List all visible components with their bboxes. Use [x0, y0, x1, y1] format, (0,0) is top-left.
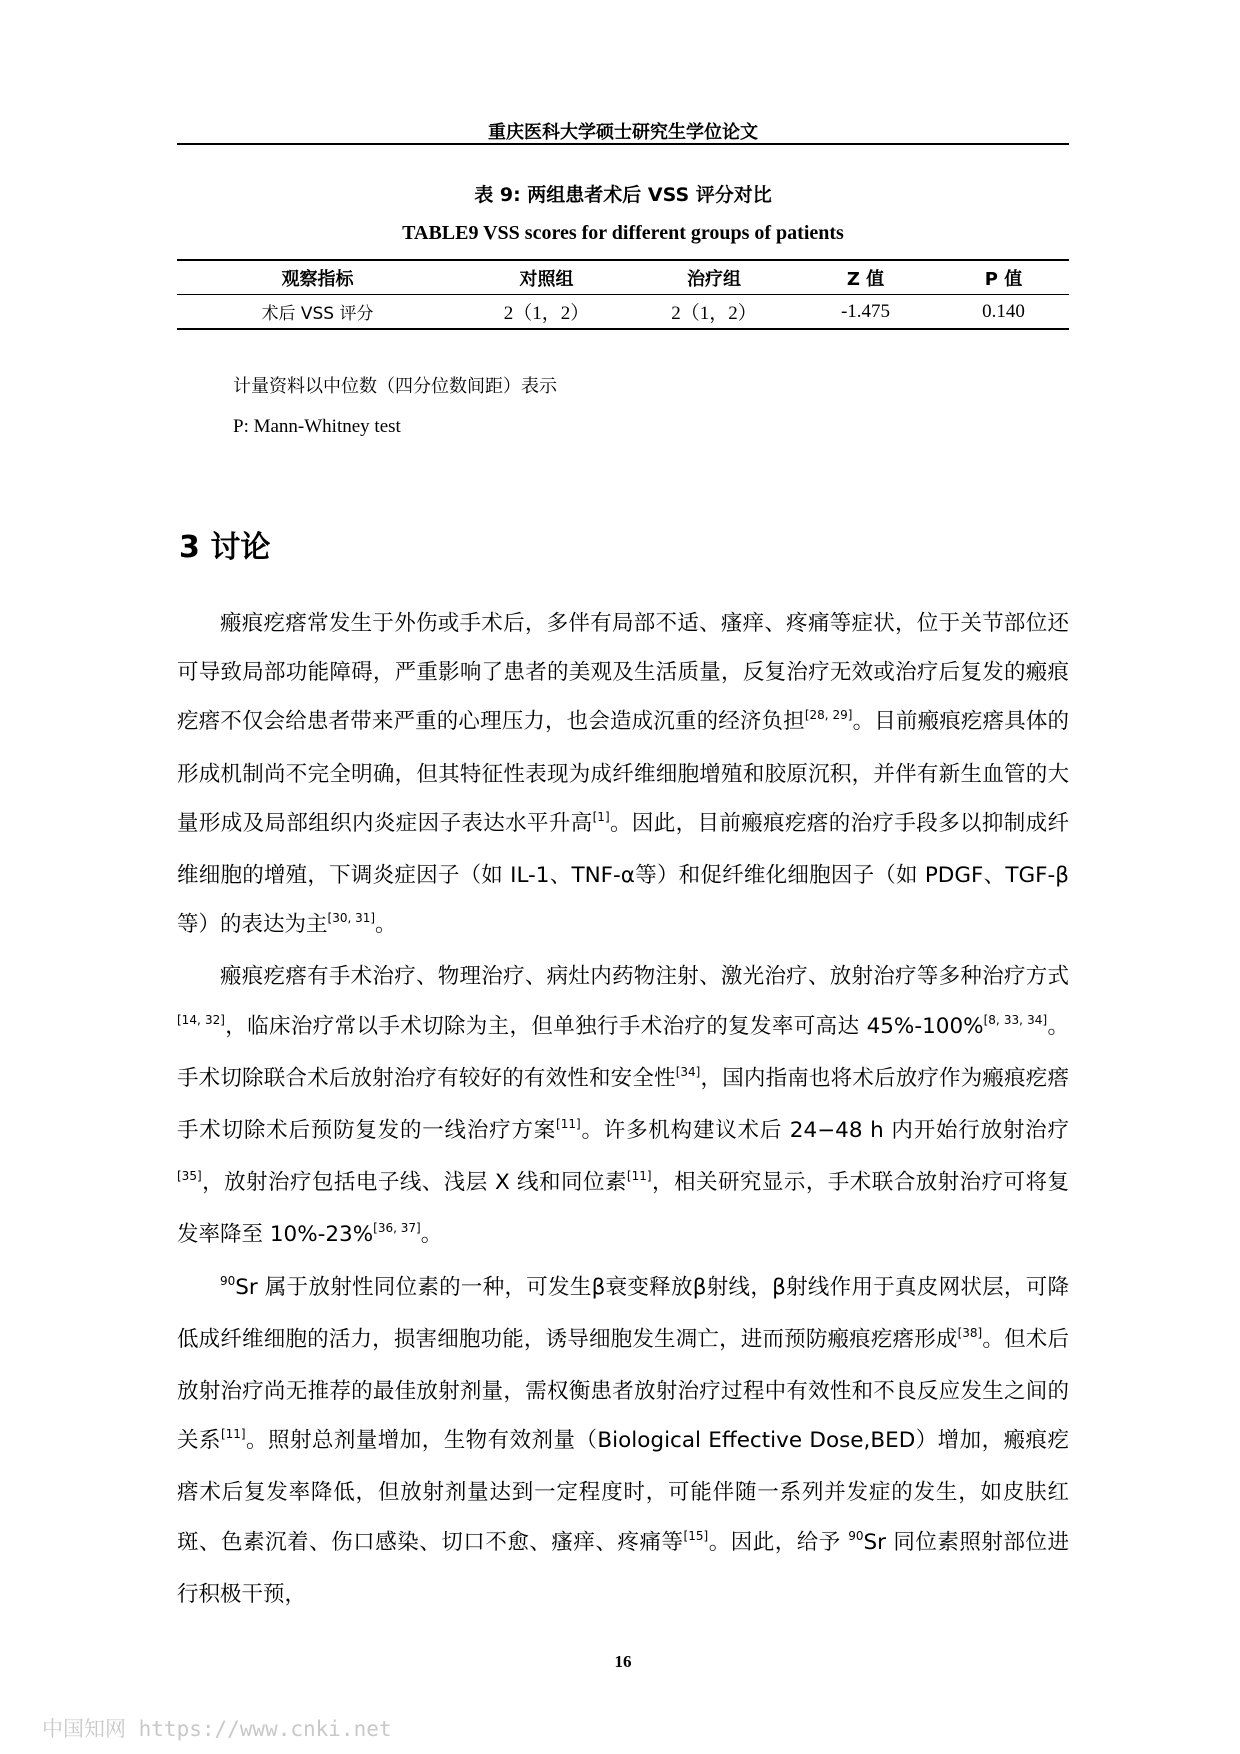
- citation: [14, 32]: [177, 1012, 225, 1027]
- paragraph-2: [177, 952, 1069, 1262]
- citation: [1]: [592, 809, 610, 824]
- paragraph-text: 。手术切除联合术后放射治疗有较好的有效性和安全性: [177, 1013, 1069, 1091]
- paragraph-text: 。: [375, 912, 397, 938]
- column-header: P 值: [938, 260, 1069, 295]
- table-cell: -1.475: [793, 295, 938, 330]
- paragraph-text: 瘢痕疙瘩常发生于外伤或手术后，多伴有局部不适、瘙痒、疼痛等症状，位于关节部位还可导致局部功能障碍，严重影响了患者的美观及生活质量，反复治疗无效或治疗后复发的瘢痕疙瘩不仅会给患者带来严重的心理压力，也会造成沉重的经济负担: [177, 611, 1069, 735]
- column-header: 对照组: [458, 260, 635, 295]
- column-header: 观察指标: [177, 260, 458, 295]
- table-caption-zh: 表 9: 两组患者术后 VSS 评分对比: [474, 184, 772, 206]
- isotope-mass-number: 90: [848, 1528, 864, 1543]
- citation: [34]: [675, 1064, 701, 1079]
- table-cell: 2（1，2）: [458, 295, 635, 330]
- paragraph-text: 。因此，给予: [708, 1529, 849, 1555]
- citation: [30, 31]: [327, 911, 376, 926]
- discussion-body: [177, 599, 1069, 1619]
- table-caption-en: TABLE9 VSS scores for different groups of patients: [402, 222, 844, 244]
- table-cell: 术后 VSS 评分: [177, 295, 458, 330]
- cnki-watermark: 中国知网 https://www.cnki.net: [42, 1717, 392, 1741]
- paragraph-text: Sr 同位素照射部位进行积极干预，: [177, 1529, 1069, 1607]
- paragraph-3: [177, 1263, 1069, 1619]
- paragraph-text: 。: [420, 1222, 443, 1248]
- paragraph-1: [177, 599, 1069, 952]
- column-header: Z 值: [793, 260, 938, 295]
- table-row: [177, 295, 1069, 330]
- table-note-test: P: Mann-Whitney test: [233, 416, 401, 437]
- citation: [11]: [556, 1117, 581, 1132]
- paragraph-text: ，放射治疗包括电子线、浅层 X 线和同位素: [201, 1170, 627, 1196]
- vss-table: [177, 259, 1069, 330]
- paragraph-text: 。许多机构建议术后 24−48 h 内开始行放射治疗: [580, 1118, 1069, 1144]
- paragraph-text: Sr 属于放射性同位素的一种，可发生β衰变释放β射线，β射线作用于真皮网状层，可降低成纤维细胞的活力，损害细胞功能，诱导细胞发生凋亡，进而预防瘢痕疙瘩形成: [177, 1274, 1069, 1352]
- isotope-mass-number: 90: [220, 1273, 236, 1288]
- paragraph-text: ，相关研究显示，手术联合放射治疗可将复发率降至 10%-23%: [177, 1170, 1069, 1248]
- paragraph-text: 。目前瘢痕疙瘩具体的形成机制尚不完全明确，但其特征性表现为成纤维细胞增殖和胶原沉积，并伴有新生血管的大量形成及局部组织内炎症因子表达水平升高: [177, 709, 1069, 836]
- citation: [28, 29]: [804, 708, 853, 723]
- paragraph-text: 。但术后放射治疗尚无推荐的最佳放射剂量，需权衡患者放射治疗过程中有效性和不良反应发生之间的关系: [177, 1326, 1069, 1454]
- table-cell: 2（1，2）: [635, 295, 793, 330]
- paragraph-text: 。因此，目前瘢痕疙瘩的治疗手段多以抑制成纤维细胞的增殖，下调炎症因子（如 IL-1、TNF-α等）和促纤维化细胞因子（如 PDGF、TGF-β等）的表达为主: [177, 810, 1069, 938]
- citation: [8, 33, 34]: [983, 1012, 1048, 1027]
- table-cell: 0.140: [938, 295, 1069, 330]
- table-note-measurement: 计量资料以中位数（四分位数间距）表示: [233, 376, 557, 397]
- paragraph-text: ，临床治疗常以手术切除为主，但单独行手术治疗的复发率可高达 45%-100%: [224, 1013, 984, 1039]
- paragraph-text: 瘢痕疙瘩有手术治疗、物理治疗、病灶内药物注射、激光治疗、放射治疗等多种治疗方式: [220, 964, 1069, 990]
- citation: [38]: [957, 1325, 983, 1340]
- page-number: 16: [614, 1652, 632, 1671]
- section-heading: 3 讨论: [179, 530, 271, 565]
- column-header: 治疗组: [635, 260, 793, 295]
- header-rule: [177, 143, 1069, 145]
- table-header-row: [177, 260, 1069, 295]
- citation: [11]: [220, 1427, 246, 1442]
- paragraph-text: 。照射总剂量增加，生物有效剂量（Biological Effective Dose,BED）增加，瘢痕疙瘩术后复发率降低，但放射剂量达到一定程度时，可能伴随一系列并发症的发生，如皮肤红斑、色素沉着、伤口感染、切口不愈、瘙痒、疼痛等: [177, 1428, 1069, 1555]
- citation: [11]: [626, 1169, 652, 1184]
- citation: [15]: [683, 1528, 709, 1543]
- paragraph-text: ，国内指南也将术后放疗作为瘢痕疙瘩手术切除术后预防复发的一线治疗方案: [177, 1065, 1069, 1144]
- citation: [35]: [177, 1169, 202, 1184]
- thesis-header: 重庆医科大学硕士研究生学位论文: [488, 122, 758, 143]
- citation: [36, 37]: [373, 1221, 421, 1236]
